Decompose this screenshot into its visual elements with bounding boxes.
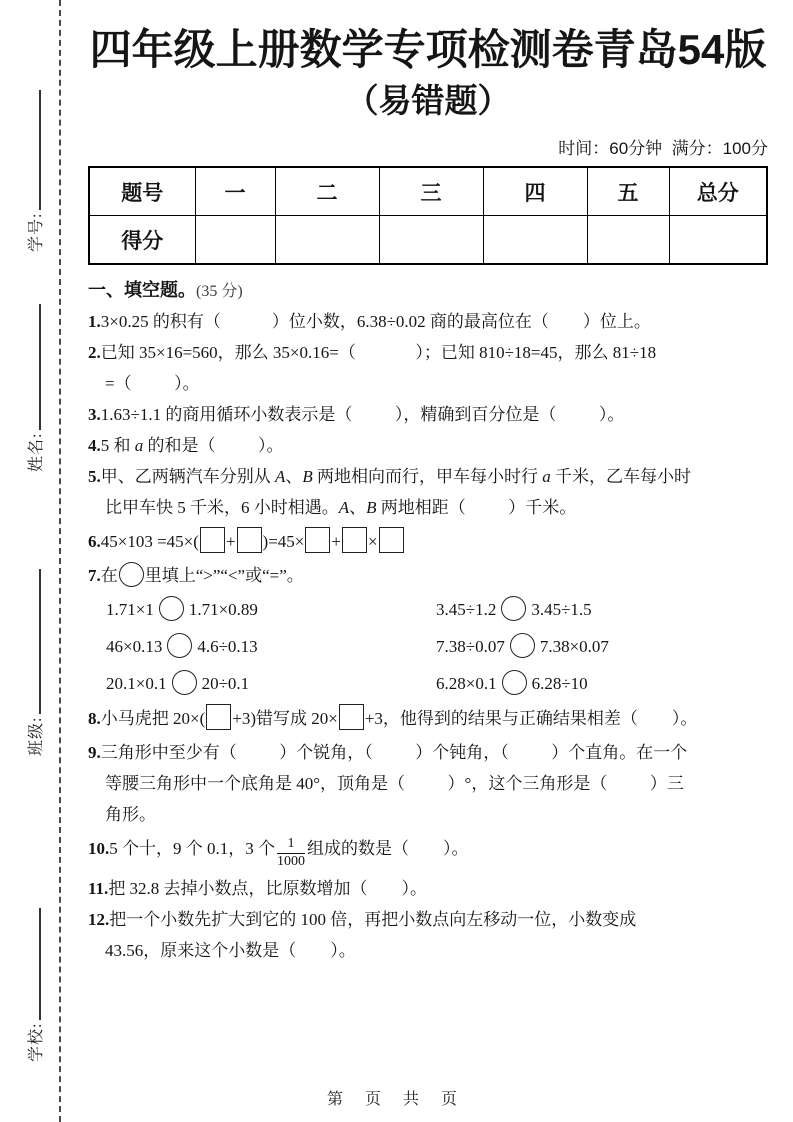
score-header-cell: 五 <box>587 167 669 216</box>
answer-box <box>379 527 404 553</box>
class-write-line <box>22 569 41 714</box>
class-label: 班级: <box>27 716 45 756</box>
compare-circle <box>501 596 526 621</box>
question-2: 2.已知 35×16=560，那么 35×0.16=（ ）；已知 810÷18=45，那么 81÷18 <box>88 343 657 363</box>
score-header-cell: 三 <box>379 167 483 216</box>
class-field <box>22 569 46 756</box>
school-field <box>22 908 46 1062</box>
answer-box <box>339 704 364 730</box>
score-cell-empty <box>483 216 587 265</box>
answer-box <box>237 527 262 553</box>
school-label: 学校: <box>27 1022 45 1062</box>
page-subtitle: （易错题） <box>345 81 511 119</box>
compare-item: 3.45÷1.2 3.45÷1.5 <box>436 595 768 625</box>
question-7-compare-grid <box>88 595 768 699</box>
score-row-label: 得分 <box>89 216 195 265</box>
score-cell-empty <box>275 216 379 265</box>
question-3: 3.1.63÷1.1 的商用循环小数表示是（ ），精确到百分位是（ ）。 <box>88 405 625 425</box>
compare-item: 1.71×1 1.71×0.89 <box>106 595 436 625</box>
answer-box <box>305 527 330 553</box>
question-6: 6.45×103 =45×( + )=45× + × <box>88 526 768 557</box>
score-cell-empty <box>195 216 275 265</box>
question-4: 4.5 和 a 的和是（ ）。 <box>88 436 284 456</box>
compare-circle <box>119 562 144 587</box>
question-5: 5.甲、乙两辆汽车分别从 A、B 两地相向而行，甲车每小时行 a 千米，乙车每小时 <box>88 467 692 487</box>
score-table-header-row <box>89 167 767 216</box>
question-5-line-2: 比甲车快 5 千米，6 小时相遇。A、B 两地相距（ ）千米。 <box>105 498 577 518</box>
question-9: 9.三角形中至少有（ ）个锐角，（ ）个钝角，（ ）个直角。在一个 <box>88 743 688 763</box>
question-12: 12.把一个小数先扩大到它的 100 倍，再把小数点向左移动一位，小数变成 <box>88 909 637 929</box>
score-table-score-row <box>89 216 767 265</box>
exam-paper <box>88 0 768 966</box>
question-8: 8.小马虎把 20×( +3)错写成 20× +3，他得到的结果与正确结果相差（ ）。 <box>88 703 768 734</box>
question-9-line-2: 等腰三角形中一个底角是 40°，顶角是（ ）°，这个三角形是（ ）三 <box>105 774 684 794</box>
score-table <box>88 166 768 265</box>
student-id-write-line <box>22 90 41 210</box>
question-11: 11.把 32.8 去掉小数点，比原数增加（ ）。 <box>88 878 428 898</box>
question-10: 10.5 个十，9 个 0.1，3 个 $\frac{1}{1000}$ 组成的数是（ ）。 <box>88 836 469 870</box>
answer-box <box>200 527 225 553</box>
score-header-cell: 题号 <box>89 167 195 216</box>
student-id-field <box>22 90 46 252</box>
score-cell-empty <box>379 216 483 265</box>
section-1-header <box>88 276 768 306</box>
exam-time-score-info: 时间：60分钟 满分：100分 <box>558 139 768 159</box>
section-1-points: (35 分) <box>196 283 243 301</box>
school-write-line <box>22 908 41 1020</box>
compare-item: 46×0.13 4.6÷0.13 <box>106 632 436 662</box>
score-cell-empty <box>587 216 669 265</box>
score-header-cell: 四 <box>483 167 587 216</box>
question-9-line-3: 角形。 <box>105 805 156 825</box>
page-title: 四年级上册数学专项检测卷青岛54版 <box>89 26 767 73</box>
name-write-line <box>22 304 41 430</box>
name-label: 姓名: <box>27 432 45 472</box>
binding-dashed-line <box>59 0 61 1122</box>
question-2-line-2: =（ ）。 <box>105 374 200 394</box>
compare-item: 6.28×0.1 6.28÷10 <box>436 669 768 699</box>
compare-circle <box>159 596 184 621</box>
page-footer: 第 页 共 页 <box>326 1091 466 1108</box>
compare-item: 7.38÷0.07 7.38×0.07 <box>436 632 768 662</box>
score-cell-empty <box>669 216 767 265</box>
question-1: 1.3×0.25 的积有（ ）位小数，6.38÷0.02 商的最高位在（ ）位上。 <box>88 312 651 332</box>
answer-box <box>206 704 231 730</box>
score-header-cell: 总分 <box>669 167 767 216</box>
compare-circle <box>167 633 192 658</box>
compare-circle <box>502 670 527 695</box>
section-1-title: 一、填空题。 <box>88 280 196 301</box>
student-id-label: 学号: <box>27 212 45 252</box>
question-7: 7.在 里填上“>”“<”或“=”。 <box>88 560 768 591</box>
name-field <box>22 304 46 472</box>
compare-circle <box>172 670 197 695</box>
compare-circle <box>510 633 535 658</box>
compare-item: 20.1×0.1 20÷0.1 <box>106 669 436 699</box>
answer-box <box>342 527 367 553</box>
score-header-cell: 一 <box>195 167 275 216</box>
score-header-cell: 二 <box>275 167 379 216</box>
fraction-1-1000: $\frac{1}{1000}$ <box>277 836 305 870</box>
question-12-line-2: 43.56，原来这个小数是（ ）。 <box>105 940 356 960</box>
